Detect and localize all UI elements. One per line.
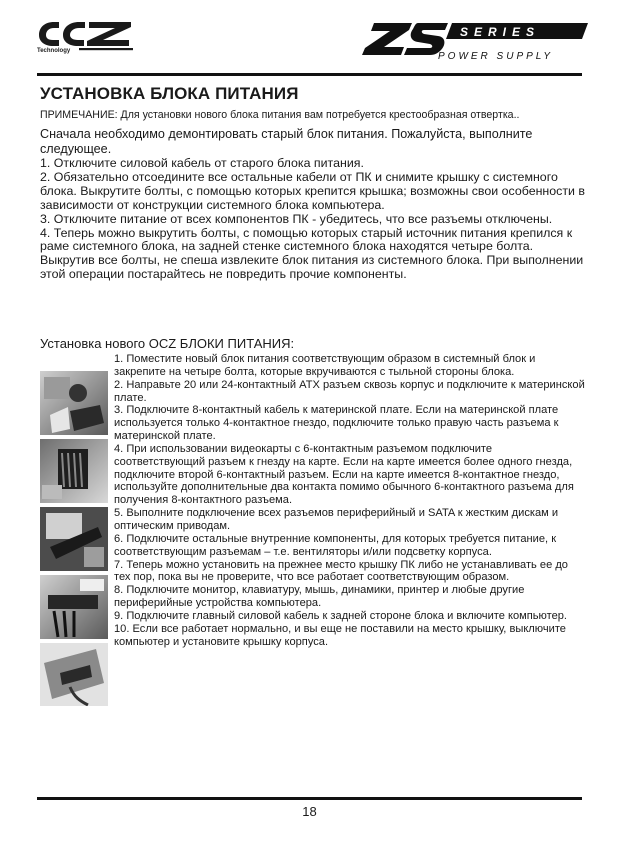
- install-steps: [114, 353, 586, 648]
- series-label: SERIES: [460, 25, 541, 39]
- install-step: 3. Подключите 8-контактный кабель к материнской плате. Если на материнской плате используется только 4-контактное гнездо, подключите только правую часть разъема к материнской плате.: [114, 404, 559, 443]
- install-step: 5. Выполните подключение всех разъемов периферийный и SATA к жестким дискам и оптическим приводам.: [114, 507, 559, 532]
- note: ПРИМЕЧАНИЕ: Для установки нового блока питания вам потребуется крестообразная отвертка..: [40, 109, 520, 121]
- zs-series-logo: [360, 17, 590, 65]
- photo-atx-connector: [40, 439, 108, 503]
- removal-steps: [40, 157, 585, 282]
- removal-step: 3. Отключите питание от всех компонентов ПК - убедитесь, что все разъемы отключены.: [40, 211, 553, 226]
- photo-sata-drive: [40, 643, 108, 706]
- photo-psu-mounting: [40, 371, 108, 435]
- intro-paragraph: Сначала необходимо демонтировать старый блок питания. Пожалуйста, выполните следующее.: [40, 127, 533, 156]
- install-step: 10. Если все работает нормально, и вы еще не поставили на место крышку, выключите компьютер и установите крышку корпуса.: [114, 622, 566, 648]
- page-title: УСТАНОВКА БЛОКА ПИТАНИЯ: [40, 84, 299, 103]
- series-subtitle: POWER SUPPLY: [438, 51, 554, 62]
- zs-series-logo-mark: [360, 17, 590, 65]
- photo-pcie-connector: [40, 575, 108, 639]
- install-step: 2. Направьте 20 или 24-контактный ATX разъем сквозь корпус и подключите к материнской плате.: [114, 378, 585, 404]
- photo-8pin-cable: [40, 507, 108, 571]
- removal-step: 1. Отключите силовой кабель от старого блока питания.: [40, 156, 364, 170]
- install-step: 4. При использовании видеокарты с 6-контактным разъемом подключите соответствующий разъем к гнезду на карте. Если на карте имеется более одного гнезда, подключите второй 6-контактный разъем. Если на карте имеется 8-контактное гнездо, используйте дополнительные два контакта помимо обычного 6-контактного разъема для получения 8-контактного разъема.: [114, 442, 574, 507]
- removal-step: 2. Обязательно отсоедините все остальные кабели от ПК и снимите крышку с системного блока. Выкрутите болты, с помощью которых крепится крышка; возможны свои особенности в зависимости от конструкции системного блока компьютера.: [40, 169, 585, 212]
- install-step: 9. Подключите главный силовой кабель к задней стороне блока и включите компьютер.: [114, 609, 568, 622]
- header-divider: [37, 73, 582, 76]
- removal-step: 4. Теперь можно выкрутить болты, с помощью которых старый источник питания крепился к раме системного блока, на задней стенке системного блока находятся четыре болта. Выкрутив все болты, не спеша извлеките блок питания из системного блока. При выполнении этой операции постарайтесь не повредить прочие компоненты.: [40, 225, 584, 282]
- install-heading: Установка нового OCZ БЛОКИ ПИТАНИЯ:: [40, 336, 295, 351]
- footer-divider: [37, 797, 582, 800]
- install-step: 1. Поместите новый блок питания соответствующим образом в системный блок и закрепите на четыре болта, которые вкручиваются с тыльной стороны блока.: [114, 353, 536, 378]
- installation-photos: [40, 371, 108, 706]
- install-step: 6. Подключите остальные внутренние компоненты, для которых требуется питание, к соответствующим разъемам – т.е. вентиляторы и/или подсветку корпуса.: [114, 532, 557, 558]
- ocz-tagline: Technology: [37, 48, 71, 54]
- install-step: 8. Подключите монитор, клавиатуру, мышь, динамики, принтер и любые другие периферийные устройства компьютера.: [114, 584, 525, 610]
- page-number: 18: [302, 804, 317, 819]
- install-step: 7. Теперь можно установить на прежнее место крышку ПК либо не устанавливать ее до тех пор, пока вы не проверите, что все работает соответствующим образом.: [114, 558, 568, 584]
- ocz-logo: [37, 18, 137, 58]
